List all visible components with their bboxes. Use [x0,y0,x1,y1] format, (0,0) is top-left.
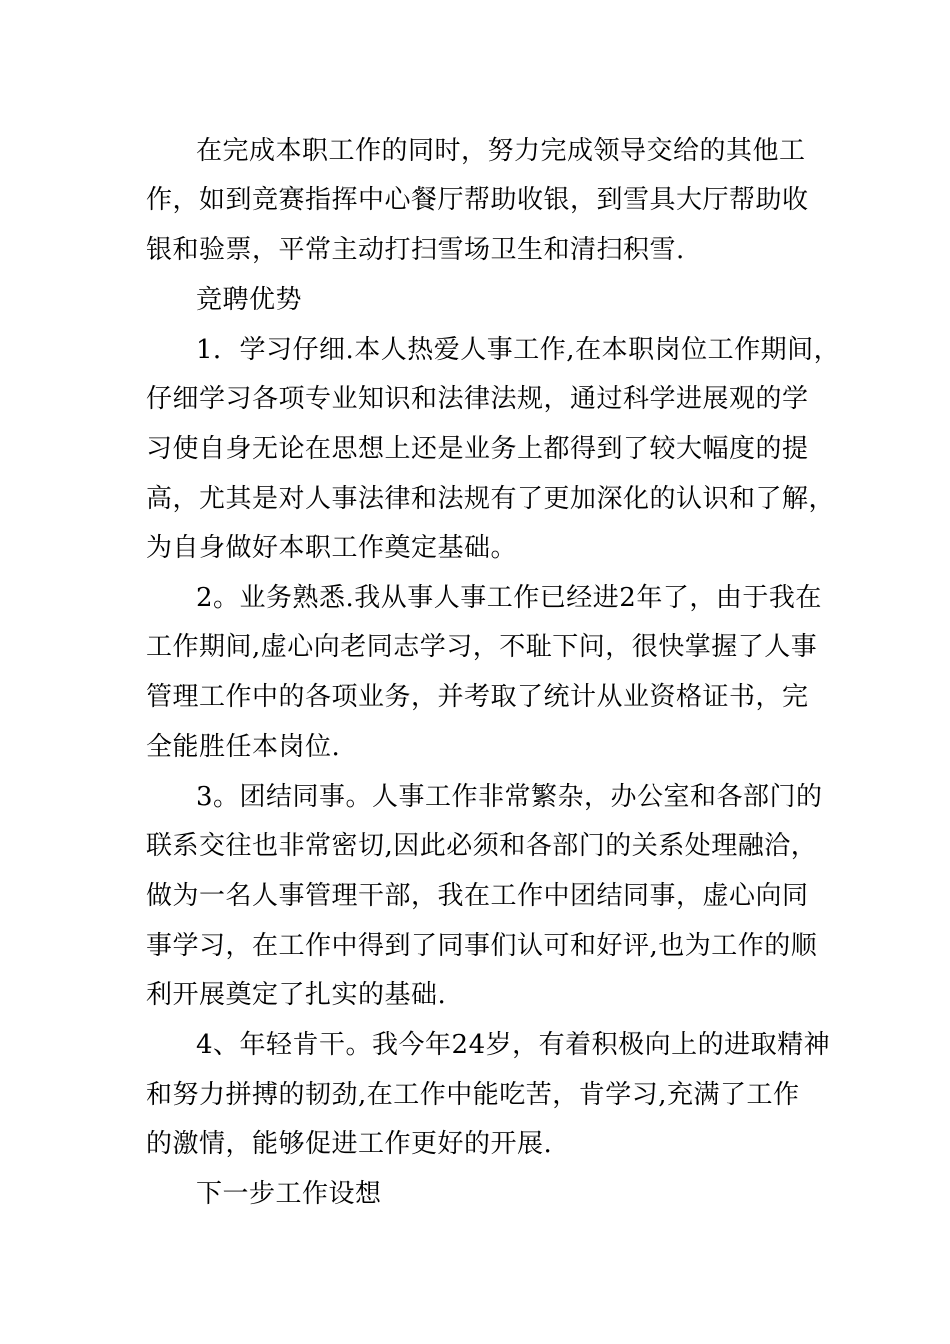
text-line: 利开展奠定了扎实的基础. [146,980,447,1010]
text-line: 管理工作中的各项业务，并考取了统计从业资格证书，完 [146,682,809,712]
text-line: 在完成本职工作的同时，努力完成领导交给的其他工 [196,136,806,166]
text-line: 2。业务熟悉.我从事人事工作已经进2年了，由于我在 [196,583,822,613]
text-line: 做为一名人事管理干部，我在工作中团结同事，虚心向同 [146,881,809,911]
text-line: 1．学习仔细.本人热爱人事工作,在本职岗位工作期间， [196,335,841,365]
section-heading: 竞聘优势 [196,285,303,315]
section-heading: 下一步工作设想 [196,1179,382,1209]
text-line: 仔细学习各项专业知识和法律法规，通过科学进展观的学 [146,384,809,414]
text-line: 作，如到竞赛指挥中心餐厅帮助收银，到雪具大厅帮助收 [146,185,809,215]
text-line: 和努力拼搏的韧劲,在工作中能吃苦，肯学习,充满了工作 [146,1080,800,1110]
text-line: 联系交往也非常密切,因此必须和各部门的关系处理融洽， [146,831,818,861]
text-line: 全能胜任本岗位. [146,732,341,762]
text-line: 事学习，在工作中得到了同事们认可和好评,也为工作的顺 [146,931,818,961]
text-line: 习使自身无论在思想上还是业务上都得到了较大幅度的提 [146,434,809,464]
text-line: 的激情，能够促进工作更好的开展. [146,1129,553,1159]
text-line: 为自身做好本职工作奠定基础。 [146,533,518,563]
text-line: 高，尤其是对人事法律和法规有了更加深化的认识和了解， [146,484,836,514]
text-line: 3。团结同事。人事工作非常繁杂，办公室和各部门的 [196,782,823,812]
text-line: 工作期间,虚心向老同志学习，不耻下问，很快掌握了人事 [146,632,818,662]
text-line: 4、年轻肯干。我今年24岁，有着积极向上的进取精神 [196,1030,831,1060]
text-line: 银和验票，平常主动打扫雪场卫生和清扫积雪. [146,235,685,265]
